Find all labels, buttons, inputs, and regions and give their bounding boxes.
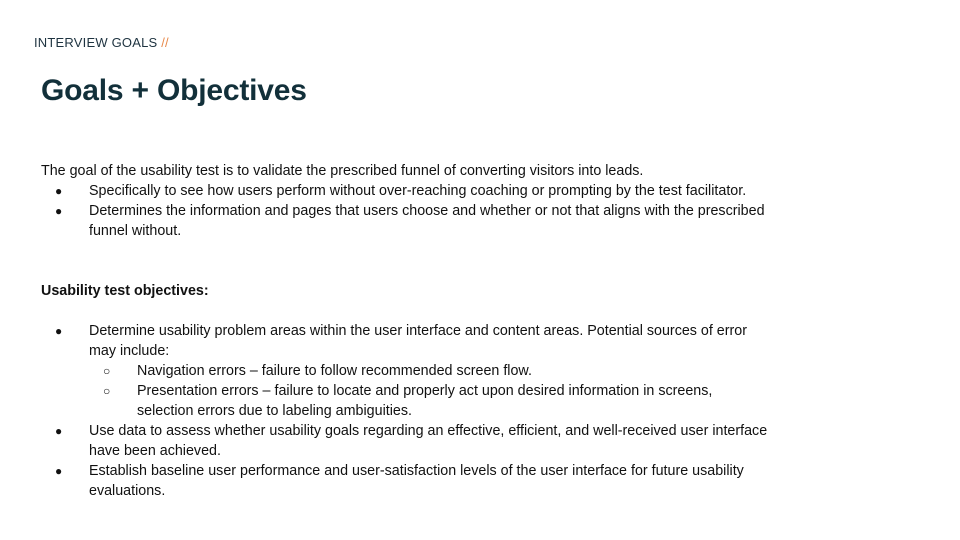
list-item [41, 421, 771, 461]
list-item-text: Establish baseline user performance and user-satisfaction levels of the user interface for future usability evaluations. [89, 463, 744, 499]
bullet-icon: ● [55, 464, 63, 478]
bullet-icon: ● [55, 204, 63, 218]
sub-list-item [89, 361, 771, 381]
goal-bullet-list [41, 181, 771, 241]
bullet-icon: ● [55, 324, 63, 338]
list-item-text: Specifically to see how users perform without over-reaching coaching or prompting by the test facilitator. [89, 183, 747, 199]
list-item [41, 321, 771, 421]
circle-bullet-icon: ○ [103, 384, 111, 398]
circle-bullet-icon: ○ [103, 364, 111, 378]
slide-body [41, 161, 771, 501]
list-item [41, 461, 771, 501]
goal-intro: The goal of the usability test is to validate the prescribed funnel of converting visitors into leads. [41, 163, 644, 179]
section-kicker [34, 35, 169, 50]
list-item-text: Determine usability problem areas within the user interface and content areas. Potential sources of error may include: [89, 323, 747, 359]
list-item-text: Determines the information and pages that users choose and whether or not that aligns with the prescribed funnel without. [89, 203, 765, 239]
sub-list-item-text: Navigation errors – failure to follow recommended screen flow. [137, 363, 532, 379]
sub-list-item-text: Presentation errors – failure to locate and properly act upon desired information in screens, selection errors due to labeling ambiguities. [137, 383, 713, 419]
kicker-slashes: // [161, 35, 169, 50]
error-sources-list [89, 361, 771, 421]
list-item [41, 201, 771, 241]
list-item [41, 181, 771, 201]
bullet-icon: ● [55, 424, 63, 438]
page-title: Goals + Objectives [41, 74, 307, 107]
objectives-list [41, 321, 771, 501]
kicker-text: INTERVIEW GOALS [34, 35, 158, 50]
sub-list-item [89, 381, 771, 421]
list-item-text: Use data to assess whether usability goals regarding an effective, efficient, and well-received user interface have been achieved. [89, 423, 768, 459]
objectives-heading: Usability test objectives: [41, 283, 209, 299]
bullet-icon: ● [55, 184, 63, 198]
